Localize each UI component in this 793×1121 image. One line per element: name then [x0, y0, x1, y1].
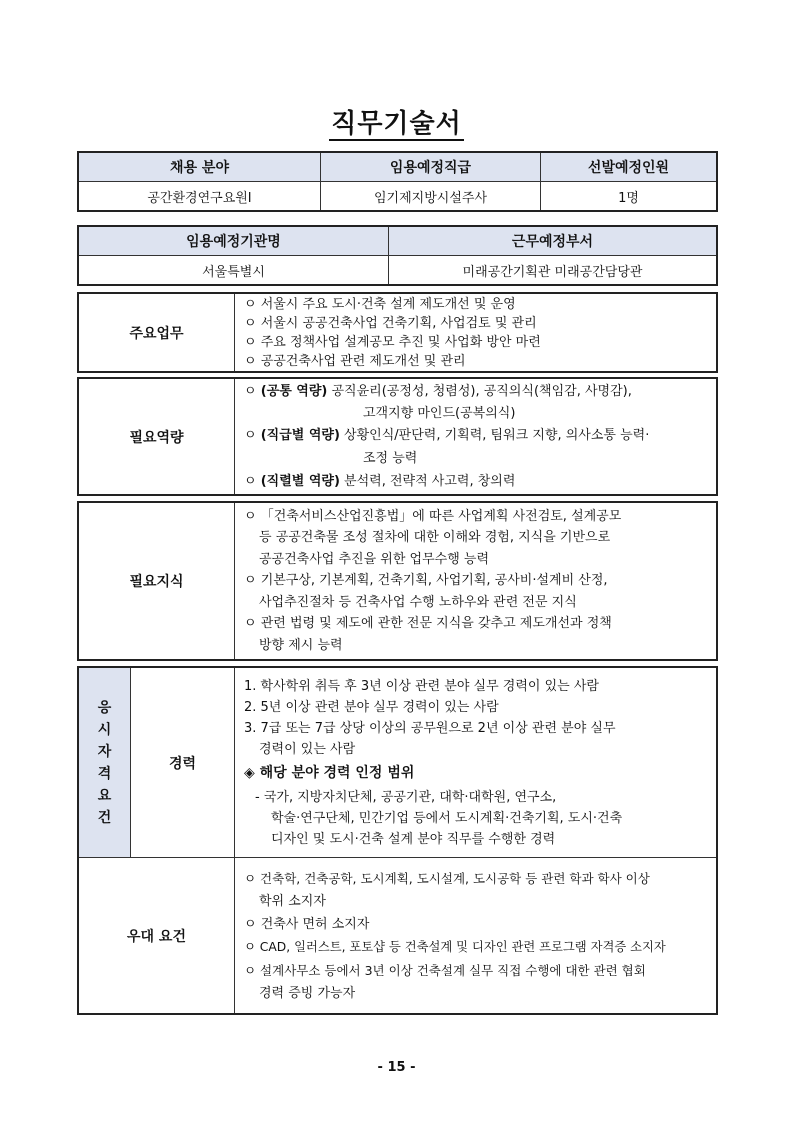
career-content	[235, 668, 717, 858]
duty-item: ㅇ 주요 정책사업 설계공모 추진 및 사업화 방안 마련	[244, 334, 541, 350]
career-range-title: ◈ 해당 분야 경력 인정 범위	[244, 764, 415, 781]
knowledge-line: ㅇ 기본구상, 기본계획, 건축기획, 사업기획, 공사비·설계비 산정,	[244, 573, 608, 589]
header-agency: 임용예정기관명	[79, 227, 389, 256]
competency-label: 필요역량	[79, 379, 235, 495]
preference-content	[235, 858, 717, 1014]
agency-table	[78, 226, 717, 285]
preference-line: ㅇ 설계사무소 등에서 3년 이상 건축설계 실무 직접 수행에 대한 관련 협회	[244, 962, 646, 978]
knowledge-line: 등 공공건축물 조성 절차에 대한 이해와 경험, 지식을 기반으로	[259, 530, 611, 546]
knowledge-table	[78, 502, 717, 660]
competency-common-cont: 고객지향 마인드(공복의식)	[363, 405, 516, 421]
duty-item: ㅇ 서울시 주요 도시·건축 설계 제도개선 및 운영	[244, 296, 516, 312]
page-title: 직무기술서	[331, 109, 462, 139]
header-field: 채용 분야	[79, 153, 321, 182]
position-table	[78, 152, 717, 211]
preference-line: 경력 증빙 가능자	[259, 985, 356, 1001]
preference-line: 학위 소지자	[259, 893, 326, 909]
career-label: 경력	[131, 668, 235, 858]
career-line: 2. 5년 이상 관련 분야 실무 경력이 있는 사람	[244, 699, 499, 715]
competency-content	[235, 379, 717, 495]
value-agency: 서울특별시	[79, 256, 389, 285]
value-field: 공간환경연구요원Ⅰ	[79, 182, 321, 211]
career-line: 경력이 있는 사람	[259, 741, 356, 757]
career-line: 1. 학사학위 취득 후 3년 이상 관련 분야 실무 경력이 있는 사람	[244, 678, 599, 694]
career-range-line: - 국가, 지방자치단체, 공공기관, 대학·대학원, 연구소,	[255, 789, 557, 805]
value-department: 미래공간기획관 미래공간담당관	[389, 256, 717, 285]
knowledge-line: ㅇ 「건축서비스산업진흥법」에 따른 사업계획 사전검토, 설계공모	[244, 508, 622, 524]
knowledge-line: ㅇ 관련 법령 및 제도에 관한 전문 지식을 갖추고 제도개선과 정책	[244, 616, 612, 632]
header-count: 선발예정인원	[541, 153, 717, 182]
preference-line: ㅇ CAD, 일러스트, 포토샵 등 건축설계 및 디자인 관련 프로그램 자격증 소지자	[244, 939, 666, 954]
page-number: - 15 -	[377, 1060, 416, 1075]
knowledge-line: 사업추진절차 등 건축사업 수행 노하우와 관련 전문 지식	[259, 594, 577, 610]
requirements-side-label: 응 시 자 격 요 건	[79, 668, 131, 858]
knowledge-label: 필요지식	[79, 503, 235, 660]
preference-line: ㅇ 건축사 면허 소지자	[244, 916, 370, 932]
career-line: 3. 7급 또는 7급 상당 이상의 공무원으로 2년 이상 관련 분야 실무	[244, 720, 616, 736]
competency-table	[78, 378, 717, 495]
competency-grade: ㅇ (직급별 역량) 상황인식/판단력, 기획력, 팀워크 지향, 의사소통 능력·	[244, 427, 650, 443]
header-department: 근무예정부서	[389, 227, 717, 256]
duty-item: ㅇ 서울시 공공건축사업 건축기획, 사업검토 및 관리	[244, 315, 537, 331]
competency-series: ㅇ (직렬별 역량) 분석력, 전략적 사고력, 창의력	[244, 473, 516, 489]
career-range-line: 학술·연구단체, 민간기업 등에서 도시계획·건축기획, 도시·건축	[271, 810, 623, 826]
value-grade: 임기제지방시설주사	[321, 182, 541, 211]
duties-table	[78, 293, 717, 372]
knowledge-line: 공공건축사업 추진을 위한 업무수행 능력	[259, 551, 490, 567]
requirements-table	[78, 667, 717, 1014]
header-grade: 임용예정직급	[321, 153, 541, 182]
competency-grade-cont: 조정 능력	[363, 450, 418, 466]
knowledge-line: 방향 제시 능력	[259, 637, 343, 653]
preference-line: ㅇ 건축학, 건축공학, 도시계획, 도시설계, 도시공학 등 관련 학과 학사 이상	[244, 870, 650, 886]
duties-content	[235, 294, 717, 372]
duties-label: 주요업무	[79, 294, 235, 372]
knowledge-content	[235, 503, 717, 660]
competency-common: ㅇ (공통 역량) 공직윤리(공정성, 청렴성), 공직의식(책임감, 사명감),	[244, 383, 632, 399]
duty-item: ㅇ 공공건축사업 관련 제도개선 및 관리	[244, 353, 466, 369]
preference-label: 우대 요건	[79, 858, 235, 1014]
career-range-line: 디자인 및 도시·건축 설계 분야 직무를 수행한 경력	[271, 831, 556, 847]
value-count: 1명	[541, 182, 717, 211]
